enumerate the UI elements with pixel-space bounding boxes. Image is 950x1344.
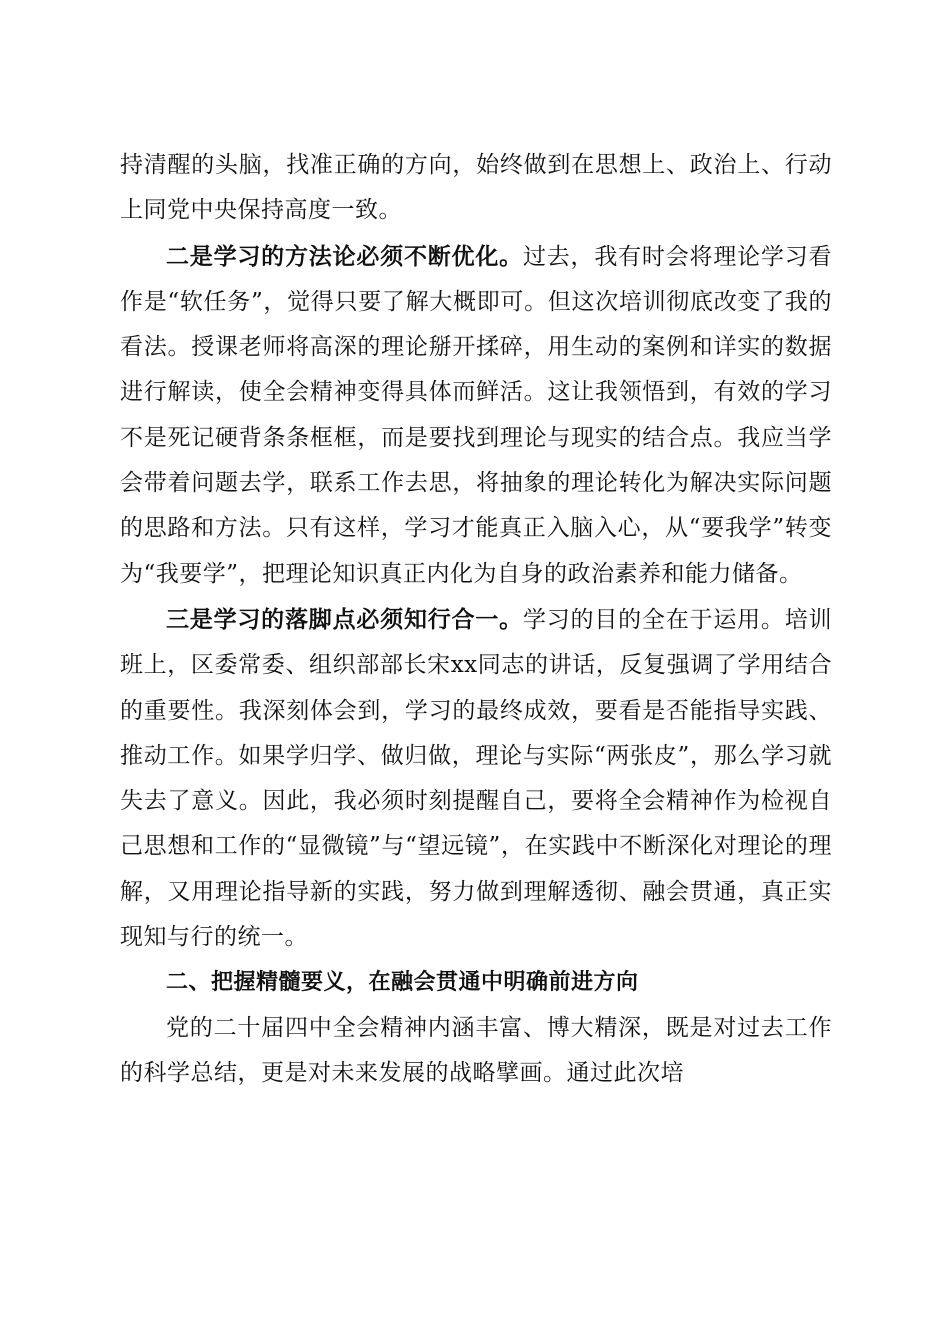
paragraph-section-intro: 党的二十届四中全会精神内涵丰富、博大精深，既是对过去工作的科学总结，更是对未来发展的战略擘画。通过此次培 <box>120 1014 832 1086</box>
section-heading: 二、把握精髓要义，在融会贯通中明确前进方向 <box>166 970 639 996</box>
paragraph-practice <box>120 597 832 960</box>
paragraph-lead: 二是学习的方法论必须不断优化。 <box>166 242 523 270</box>
paragraph-lead: 三是学习的落脚点必须知行合一。 <box>166 605 523 633</box>
paragraph-methodology <box>120 234 832 597</box>
paragraph-continuation: 持清醒的头脑，找准正确的方向，始终做到在思想上、政治上、行动上同党中央保持高度一致。 <box>120 152 832 224</box>
paragraph-body: 学习的目的全在于运用。培训班上，区委常委、组织部部长宋xx同志的讲话，反复强调了学用结合的重要性。我深刻体会到，学习的最终成效，要看是否能指导实践、推动工作。如果学归学、做归做，理论与实际“两张皮”，那么学习就失去了意义。因此，我必须时刻提醒自己，要将全会精神作为检视自己思想和工作的“显微镜”与“望远镜”，在实践中不断深化对理论的理解，又用理论指导新的实践，努力做到理解透彻、融会贯通，真正实现知与行的统一。 <box>120 606 833 951</box>
document-page <box>120 143 832 1096</box>
paragraph-body: 过去，我有时会将理论学习看作是“软任务”，觉得只要了解大概即可。但这次培训彻底改变了我的看法。授课老师将高深的理论掰开揉碎，用生动的案例和详实的数据进行解读，使全会精神变得具体而鲜活。这让我领悟到，有效的学习不是死记硬背条条框框，而是要找到理论与现实的结合点。我应当学会带着问题去学，联系工作去思，将抽象的理论转化为解决实际问题的思路和方法。只有这样，学习才能真正入脑入心，从“要我学”转变为“我要学”，把理论知识真正内化为自身的政治素养和能力储备。 <box>120 243 833 587</box>
